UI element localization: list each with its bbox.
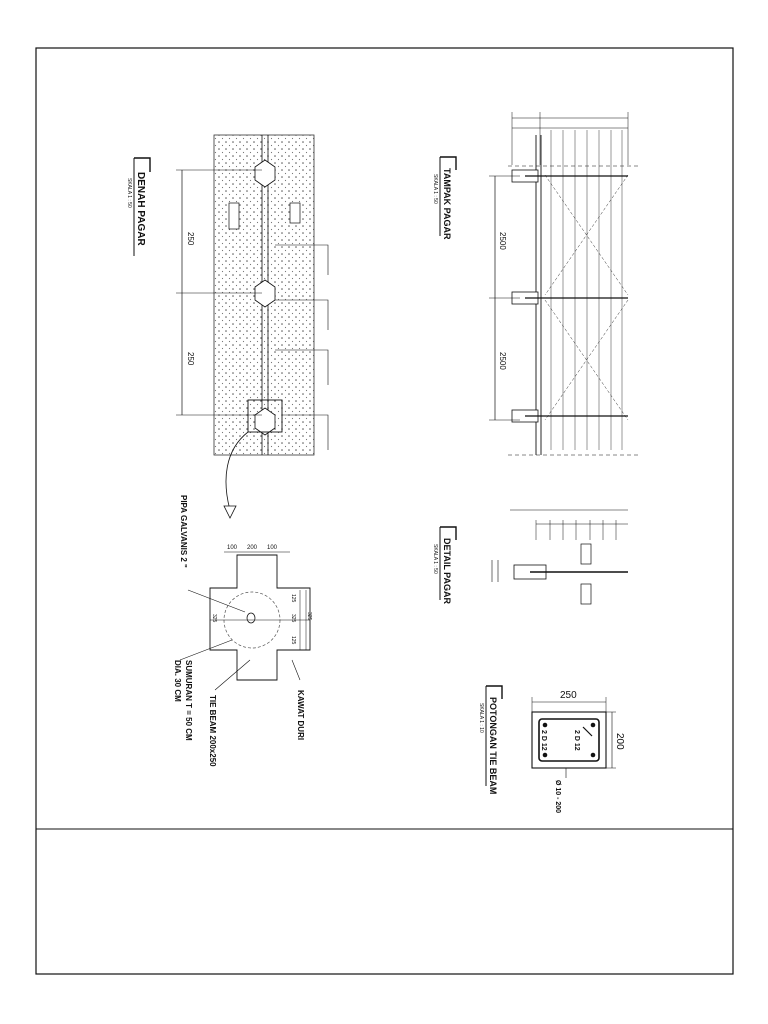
detail-pagar-drawing bbox=[492, 510, 628, 604]
node-pipe-label: PIPA GALVANIS 2 " bbox=[179, 495, 188, 568]
potongan-rebar-top: 2 D 12 bbox=[573, 730, 580, 751]
detail-title-block bbox=[432, 527, 456, 605]
potongan-width: 250 bbox=[560, 690, 577, 701]
tampak-title-block bbox=[432, 157, 456, 240]
node-detail-drawing bbox=[173, 495, 312, 767]
denah-dim-2: 250 bbox=[186, 352, 195, 366]
tampak-dim-2: 2500 bbox=[498, 352, 507, 370]
potongan-tie-beam-section bbox=[532, 690, 625, 813]
node-dim-e: 325 bbox=[290, 614, 296, 623]
node-dim-f: 125 bbox=[290, 594, 296, 603]
node-tiebeam-label: TIE BEAM 200x250 bbox=[208, 695, 217, 767]
tampak-pagar-elevation bbox=[489, 112, 640, 455]
node-dim-b: 200 bbox=[247, 545, 258, 551]
node-dim-d: 325 bbox=[211, 614, 217, 623]
potongan-title: POTONGAN TIE BEAM bbox=[488, 697, 498, 795]
potongan-stirrup: Ø 10 - 200 bbox=[554, 780, 561, 814]
node-dim-c: 100 bbox=[267, 545, 278, 551]
tampak-scale: SKALA 1 : 50 bbox=[432, 174, 438, 204]
node-dim-a: 100 bbox=[227, 545, 238, 551]
node-dim-h: 325 bbox=[306, 612, 312, 621]
potongan-scale: SKALA 1 : 10 bbox=[478, 703, 484, 733]
detail-title: DETAIL PAGAR bbox=[442, 538, 452, 605]
denah-title-block bbox=[126, 158, 150, 256]
potongan-rebar-bottom: 2 D 12 bbox=[540, 730, 547, 751]
detail-scale: SKALA 1 : 50 bbox=[432, 544, 438, 574]
denah-pagar-plan bbox=[176, 135, 328, 518]
tampak-dim-1: 2500 bbox=[498, 232, 507, 250]
node-dim-g: 125 bbox=[290, 636, 296, 645]
potongan-height: 200 bbox=[614, 733, 625, 750]
tampak-title: TAMPAK PAGAR bbox=[442, 168, 452, 240]
denah-scale: SKALA 1 : 50 bbox=[126, 178, 132, 208]
denah-title: DENAH PAGAR bbox=[135, 172, 146, 246]
potongan-title-block bbox=[478, 686, 502, 794]
node-wire-label: KAWAT DURI bbox=[296, 690, 305, 741]
denah-dim-1: 250 bbox=[186, 232, 195, 246]
node-well-label-2: DIA. 30 CM bbox=[173, 660, 182, 702]
node-well-label-1: SUMURAN T = 50 CM bbox=[184, 660, 193, 741]
